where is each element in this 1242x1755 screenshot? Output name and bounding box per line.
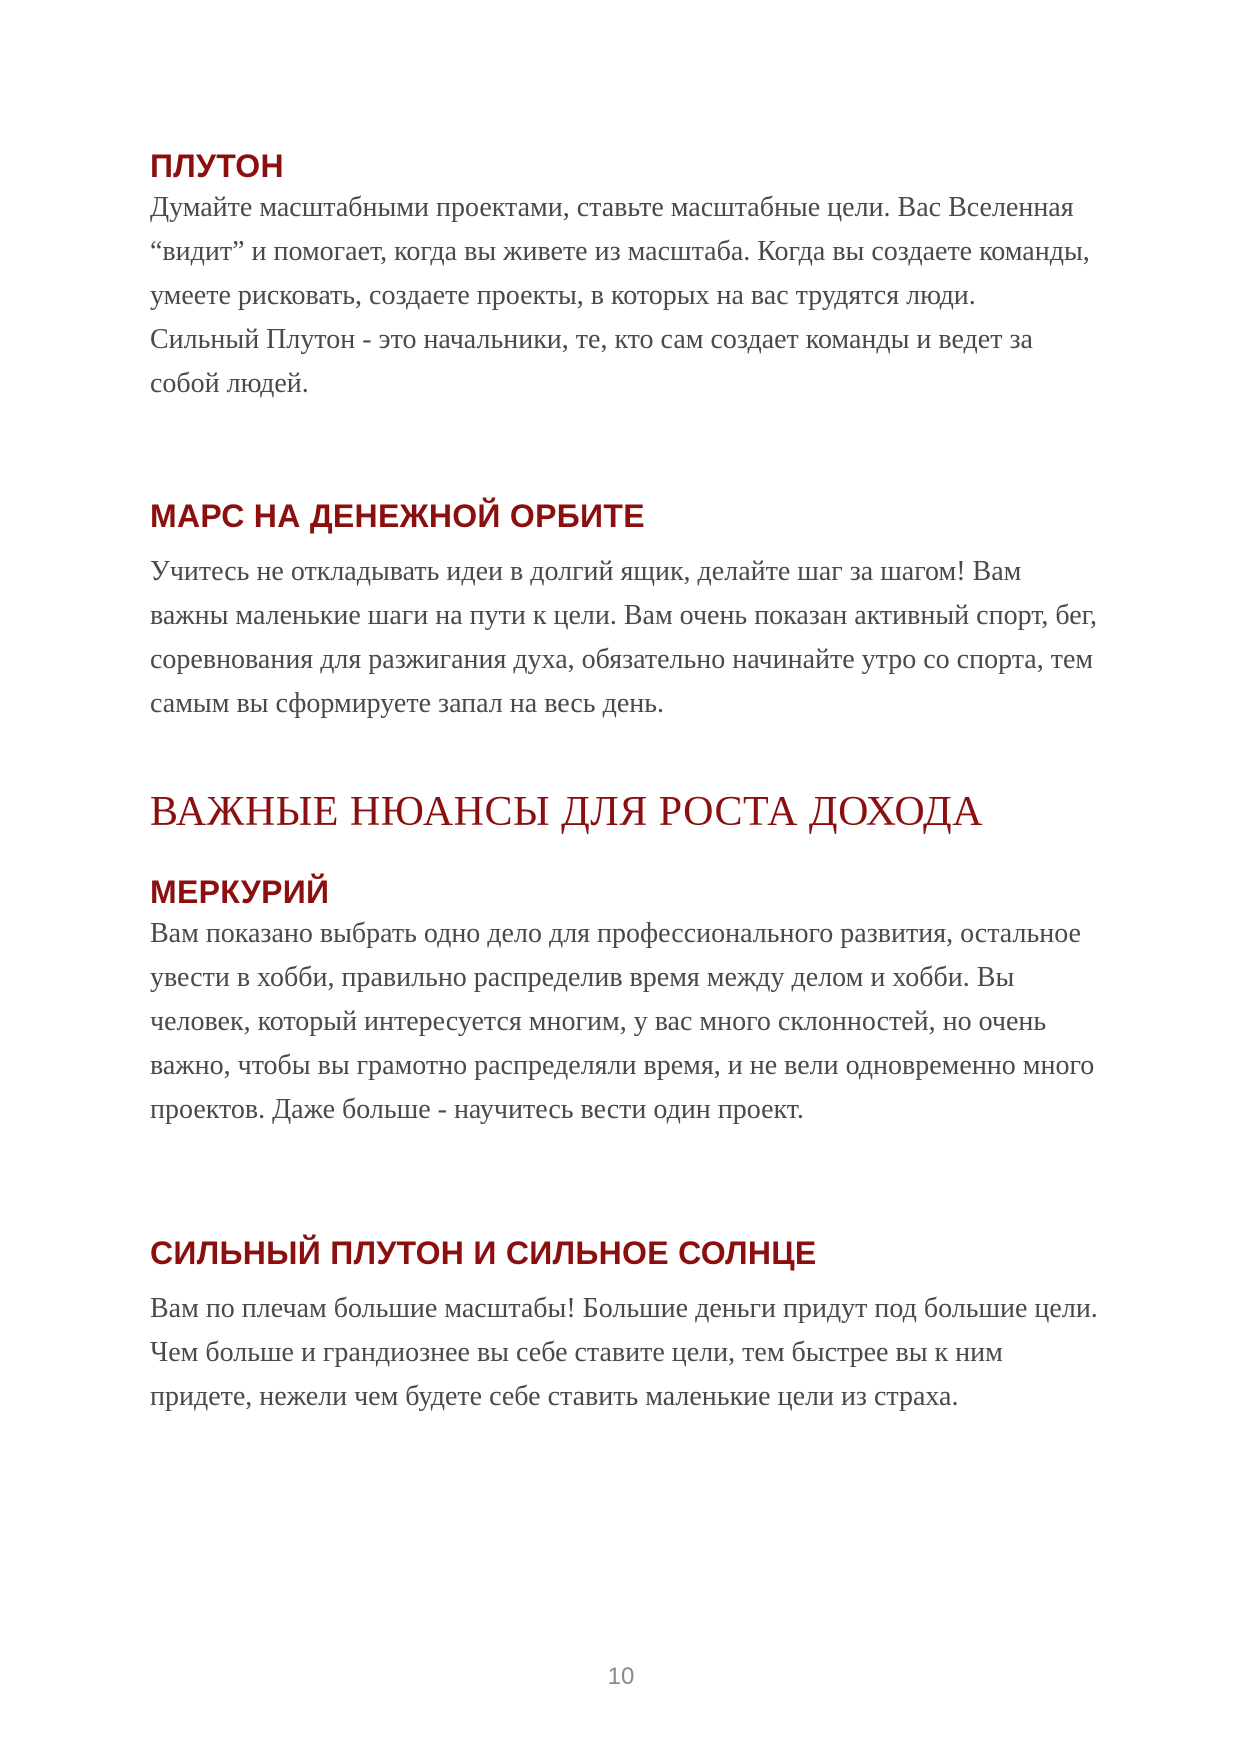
section-mars	[150, 496, 1100, 726]
section-mercury	[150, 872, 1100, 1132]
section-title: СИЛЬНЫЙ ПЛУТОН И СИЛЬНОЕ СОЛНЦЕ	[150, 1235, 817, 1271]
section-body	[150, 186, 1100, 406]
paragraph: Сильный Плутон - это начальники, те, кто сам создает команды и ведет за собой людей.	[150, 324, 1033, 399]
paragraph: Вам по плечам большие масштабы! Большие деньги придут под большие цели. Чем больше и грандиознее вы себе ставите цели, тем быстрее вы к ним придете, нежели чем будете себе ставить маленькие цели из страха.	[150, 1293, 1098, 1412]
section-body	[150, 912, 1100, 1132]
section-body	[150, 1287, 1100, 1419]
page-title: ВАЖНЫЕ НЮАНСЫ ДЛЯ РОСТА ДОХОДА	[150, 789, 984, 835]
paragraph: Думайте масштабными проектами, ставьте масштабные цели. Вас Вселенная “видит” и помогает, когда вы живете из масштаба. Когда вы создаете команды, умеете рисковать, создаете проекты, в которых на вас трудятся люди.	[150, 192, 1090, 311]
section-strong-pluto-sun	[150, 1233, 1100, 1419]
section-title: МАРС НА ДЕНЕЖНОЙ ОРБИТЕ	[150, 498, 645, 534]
section-nuances	[150, 786, 1100, 838]
paragraph: Учитесь не откладывать идеи в долгий ящик, делайте шаг за шагом! Вам важны маленькие шаги на пути к цели. Вам очень показан активный спорт, бег, соревнования для разжигания духа, обязательно начинайте утро со спорта, тем самым вы сформируете запал на весь день.	[150, 556, 1097, 719]
section-body	[150, 550, 1100, 726]
section-title: ПЛУТОН	[150, 148, 284, 184]
page-number: 10	[607, 1663, 635, 1690]
paragraph: Вам показано выбрать одно дело для профессионального развития, остальное увести в хобби, правильно распределив время между делом и хобби. Вы человек, который интересуется многим, у вас много склонностей, но очень важно, чтобы вы грамотно распределяли время, и не вели одновременно много проектов. Даже больше - научитесь вести один проект.	[150, 918, 1095, 1125]
section-title: МЕРКУРИЙ	[150, 874, 330, 910]
section-pluto	[150, 146, 1100, 406]
